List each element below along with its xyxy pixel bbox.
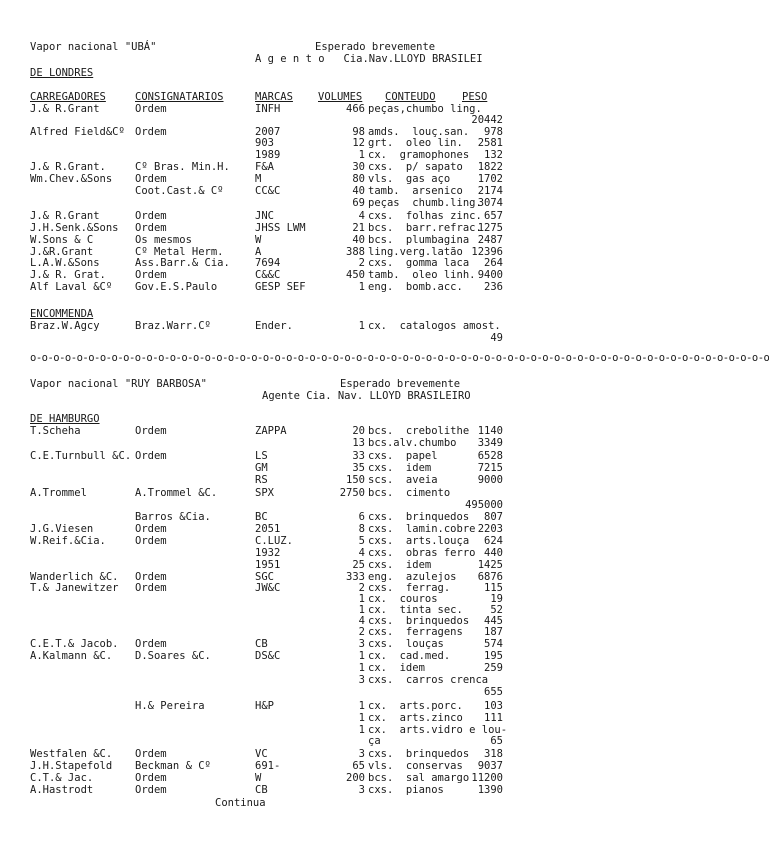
volume-qty-cell: 5 (358, 535, 365, 547)
consignee-cell: Ordem (135, 582, 167, 594)
mark-cell: 2007 (255, 126, 281, 138)
contents-cell: bcs. barr.refrac. (368, 222, 482, 234)
weight-cell: 6528 (477, 450, 503, 462)
consignee-cell: Ordem (135, 535, 167, 547)
volume-qty-cell: 200 (346, 772, 365, 784)
consignee-cell: Ordem (135, 523, 167, 535)
weight-cell: 195 (484, 650, 503, 662)
weight-cell: 2487 (477, 234, 503, 246)
weight-cell: 20442 (471, 114, 503, 126)
weight-cell: 3349 (477, 437, 503, 449)
weight-cell: 574 (484, 638, 503, 650)
table-row (0, 210, 556, 222)
mark-cell: C&&C (255, 269, 281, 281)
mark-cell: F&A (255, 161, 274, 173)
steamer-name-2: Vapor nacional "RUY BARBOSA" (30, 378, 208, 390)
table-row (0, 626, 556, 638)
consignee-cell: Ordem (135, 638, 167, 650)
shipper-cell: J.& R.Grant (30, 103, 100, 115)
mark-cell: Ender. (255, 320, 293, 332)
volume-qty-cell: 12 (352, 137, 365, 149)
contents-cell: cx. idem (368, 662, 425, 674)
shipper-cell: J.&R.Grant (30, 246, 94, 258)
mark-cell: 903 (255, 137, 274, 149)
table-row (0, 425, 556, 437)
contents-cell: amds. louç.san. (368, 126, 470, 138)
table-row (0, 712, 556, 724)
weight-cell: 1140 (477, 425, 503, 437)
volume-qty-cell: 35 (352, 462, 365, 474)
contents-cell: cxs. folhas zinc. (368, 210, 482, 222)
shipper-cell: T.& Janewitzer (30, 582, 119, 594)
weight-cell: 115 (484, 582, 503, 594)
mark-cell: VC (255, 748, 268, 760)
contents-cell: vls. conservas (368, 760, 463, 772)
mark-cell: 7694 (255, 257, 281, 269)
weight-cell: 259 (484, 662, 503, 674)
volume-qty-cell: 25 (352, 559, 365, 571)
table-row (0, 700, 556, 712)
weight-cell: 445 (484, 615, 503, 627)
mark-cell: DS&C (255, 650, 281, 662)
weight-cell: 318 (484, 748, 503, 760)
weight-cell: 440 (484, 547, 503, 559)
table-row (0, 185, 556, 197)
contents-cell: cxs. p/ sapato (368, 161, 463, 173)
table-row (0, 222, 556, 234)
contents-cell: tamb. arsenico (368, 185, 463, 197)
mark-cell: CB (255, 638, 268, 650)
weight-cell: 657 (484, 210, 503, 222)
contents-cell: bcs. sal amargo (368, 772, 470, 784)
weight-cell: 264 (484, 257, 503, 269)
table-row (0, 281, 556, 293)
mark-cell: JHSS LWM (255, 222, 306, 234)
contents-cell: peças,chumbo ling. (368, 103, 482, 115)
consignee-cell: Ordem (135, 269, 167, 281)
mark-cell: 2051 (255, 523, 281, 535)
mark-cell: C.LUZ. (255, 535, 293, 547)
table-row (0, 772, 556, 784)
table-row (0, 437, 556, 449)
mark-cell: RS (255, 474, 268, 486)
contents-cell: bcs. cimento (368, 487, 451, 499)
contents-cell: cxs. pianos (368, 784, 444, 796)
table-row (0, 686, 556, 698)
weight-cell: 2174 (477, 185, 503, 197)
contents-cell: cxs. lamin.cobre (368, 523, 476, 535)
mark-cell: A (255, 246, 262, 258)
contents-cell: cx. couros (368, 593, 438, 605)
table-row (0, 487, 556, 499)
shipper-cell: J.& R.Grant. (30, 161, 106, 173)
parcels-heading: ENCOMMENDA (30, 308, 94, 320)
mark-cell: CB (255, 784, 268, 796)
table-row (0, 760, 556, 772)
contents-cell: cxs. brinquedos (368, 511, 470, 523)
weight-cell: 2581 (477, 137, 503, 149)
volume-qty-cell: 1 (358, 712, 365, 724)
contents-cell: cx. arts.zinco (368, 712, 463, 724)
table-row (0, 137, 556, 149)
mark-cell: SGC (255, 571, 274, 583)
contents-cell: bcs.alv.chumbo (368, 437, 457, 449)
mark-cell: SPX (255, 487, 274, 499)
consignee-cell: A.Trommel &C. (135, 487, 218, 499)
table-row (0, 257, 556, 269)
mark-cell: CC&C (255, 185, 281, 197)
consignee-cell: Ordem (135, 210, 167, 222)
volume-qty-cell: 65 (352, 760, 365, 772)
table-row (0, 269, 556, 281)
weight-cell: 655 (484, 686, 503, 698)
contents-cell: cxs. idem (368, 462, 432, 474)
weight-cell: 1425 (477, 559, 503, 571)
table-row (0, 499, 556, 511)
weight-cell: 495000 (465, 499, 503, 511)
header-shipper: CARREGADORES (30, 91, 106, 103)
consignee-cell: Ordem (135, 571, 167, 583)
volume-qty-cell: 388 (346, 246, 365, 258)
consignee-cell: Beckman & Cº (135, 760, 211, 772)
weight-cell: 9000 (477, 474, 503, 486)
shipper-cell: A.Hastrodt (30, 784, 94, 796)
origin-heading: DE LONDRES (30, 67, 94, 79)
origin-heading-2: DE HAMBURGO (30, 413, 100, 425)
mark-cell: 1951 (255, 559, 281, 571)
table-row (0, 650, 556, 662)
consignee-cell: Ordem (135, 222, 167, 234)
table-row (0, 462, 556, 474)
volume-qty-cell: 1 (358, 149, 365, 161)
weight-cell: 978 (484, 126, 503, 138)
weight-cell: 1390 (477, 784, 503, 796)
mark-cell: H&P (255, 700, 274, 712)
mark-cell: JW&C (255, 582, 281, 594)
consignee-cell: H.& Pereira (135, 700, 205, 712)
consignee-cell: Coot.Cast.& Cº (135, 185, 224, 197)
mark-cell: W (255, 772, 262, 784)
expected-arrival-2: Esperado brevemente (340, 378, 461, 390)
table-row (0, 161, 556, 173)
table-row (0, 638, 556, 650)
contents-cell: cxs. obras ferro (368, 547, 476, 559)
table-row (0, 173, 556, 185)
weight-cell: 6876 (477, 571, 503, 583)
contents-cell: cxs. papel (368, 450, 438, 462)
table-row (0, 320, 556, 344)
volume-qty-cell: 466 (346, 103, 365, 115)
consignee-cell: Ordem (135, 103, 167, 115)
volume-qty-cell: 2750 (339, 487, 365, 499)
consignee-cell: Ass.Barr.& Cia. (135, 257, 230, 269)
weight-cell: 11200 (471, 772, 503, 784)
consignee-cell: Barros &Cia. (135, 511, 211, 523)
volume-qty-cell: 3 (358, 638, 365, 650)
table-row (0, 735, 556, 747)
volume-qty-cell: 1 (358, 320, 365, 332)
contents-cell: grt. oleo lin. (368, 137, 463, 149)
weight-cell: 807 (484, 511, 503, 523)
table-row (0, 535, 556, 547)
volume-qty-cell: 1 (358, 604, 365, 616)
weight-cell: 2203 (477, 523, 503, 535)
volume-qty-cell: 2 (358, 582, 365, 594)
column-headers (0, 91, 556, 103)
contents-cell: cxs. idem (368, 559, 432, 571)
weight-cell: 132 (484, 149, 503, 161)
mark-cell: 1989 (255, 149, 281, 161)
consignee-cell: Ordem (135, 425, 167, 437)
mark-cell: W (255, 234, 262, 246)
consignee-cell: Os mesmos (135, 234, 192, 246)
volume-qty-cell: 3 (358, 674, 365, 686)
volume-qty-cell: 150 (346, 474, 365, 486)
contents-cell: cxs. ferragens (368, 626, 463, 638)
weight-cell: 1702 (477, 173, 503, 185)
weight-cell: 7215 (477, 462, 503, 474)
mark-cell: GM (255, 462, 268, 474)
shipper-cell: Wm.Chev.&Sons (30, 173, 113, 185)
weight-cell: 65 (490, 735, 503, 747)
weight-cell: 187 (484, 626, 503, 638)
volume-qty-cell: 33 (352, 450, 365, 462)
contents-cell: cxs. arts.louça (368, 535, 470, 547)
mark-cell: M (255, 173, 262, 185)
shipper-cell: L.A.W.&Sons (30, 257, 100, 269)
volume-qty-cell: 1 (358, 281, 365, 293)
shipper-cell: J.& R.Grant (30, 210, 100, 222)
volume-qty-cell: 1 (358, 662, 365, 674)
volume-qty-cell: 21 (352, 222, 365, 234)
shipper-cell: Alf Laval &Cº (30, 281, 113, 293)
contents-cell: cxs. carros crenca (368, 674, 489, 686)
weight-cell: 236 (484, 281, 503, 293)
mark-cell: INFH (255, 103, 281, 115)
header-consignee: CONSIGNATARIOS (135, 91, 224, 103)
table-row (0, 197, 556, 209)
volume-qty-cell: 3 (358, 748, 365, 760)
shipper-cell: J.H.Senk.&Sons (30, 222, 119, 234)
consignee-cell: Gov.E.S.Paulo (135, 281, 218, 293)
table-row (0, 523, 556, 535)
table-row (0, 511, 556, 523)
table-row (0, 450, 556, 462)
shipper-cell: Alfred Field&Cº (30, 126, 125, 138)
contents-cell: cx. arts.porc. (368, 700, 463, 712)
consignee-cell: Cº Bras. Min.H. (135, 161, 230, 173)
volume-qty-cell: 69 (352, 197, 365, 209)
volume-qty-cell: 1 (358, 650, 365, 662)
volume-qty-cell: 4 (358, 615, 365, 627)
volume-qty-cell: 4 (358, 547, 365, 559)
volume-qty-cell: 80 (352, 173, 365, 185)
section-separator: o-o-o-o-o-o-o-o-o-o-o-o-o-o-o-o-o-o-o-o-o-o-o-o-o-o-o-o-o-o-o-o-o-o-o-o-o-o-o-o-o-o-o-o-o-o-o-o-o-o-o-o-o-o-o-o-o-o-o-o-o-o-o-o (30, 352, 769, 364)
table-row (0, 784, 556, 796)
volume-qty-cell: 40 (352, 234, 365, 246)
contents-cell: eng. bomb.acc. (368, 281, 463, 293)
volume-qty-cell: 98 (352, 126, 365, 138)
table-row (0, 474, 556, 486)
header-contents: CONTEUDO (385, 91, 436, 103)
shipper-cell: C.T.& Jac. (30, 772, 94, 784)
mark-cell: ZAPPA (255, 425, 287, 437)
mark-cell: GESP SEF (255, 281, 306, 293)
table-row (0, 114, 556, 126)
volume-qty-cell: 8 (358, 523, 365, 535)
consignee-cell: D.Soares &C. (135, 650, 211, 662)
table-row (0, 149, 556, 161)
contents-cell: cx. gramophones (368, 149, 470, 161)
contents-cell: cxs. gomma laca (368, 257, 470, 269)
weight-cell: 1822 (477, 161, 503, 173)
weight-cell: 9037 (477, 760, 503, 772)
header-volumes: VOLUMES (318, 91, 363, 103)
agent-line: A g e n t o Cia.Nav.LLOYD BRASILEI (255, 53, 483, 65)
consignee-cell: Braz.Warr.Cº (135, 320, 211, 332)
volume-qty-cell: 1 (358, 700, 365, 712)
weight-cell: 12396 (471, 246, 503, 258)
shipper-cell: W.Sons & C (30, 234, 94, 246)
consignee-cell: Ordem (135, 784, 167, 796)
table-row (0, 674, 556, 686)
shipper-cell: J.G.Viesen (30, 523, 94, 535)
shipper-cell: Braz.W.Agcy (30, 320, 100, 332)
weight-cell: 49 (490, 332, 503, 344)
contents-cell: cxs. louças (368, 638, 444, 650)
weight-cell: 1275 (477, 222, 503, 234)
shipper-cell: C.E.T.& Jacob. (30, 638, 119, 650)
steamer-name: Vapor nacional "UBÁ" (30, 41, 157, 53)
mark-cell: BC (255, 511, 268, 523)
mark-cell: JNC (255, 210, 274, 222)
weight-cell: 9400 (477, 269, 503, 281)
contents-cell: scs. aveia (368, 474, 438, 486)
contents-cell: cxs. brinquedos (368, 748, 470, 760)
volume-qty-cell: 30 (352, 161, 365, 173)
volume-qty-cell: 2 (358, 626, 365, 638)
weight-cell: 19 (490, 593, 503, 605)
mark-cell: 1932 (255, 547, 281, 559)
contents-cell: cx. tinta sec. (368, 604, 463, 616)
weight-cell: 624 (484, 535, 503, 547)
contents-cell: cx. catalogos amost. (368, 320, 501, 332)
weight-cell: 3074 (477, 197, 503, 209)
consignee-cell: Ordem (135, 772, 167, 784)
shipper-cell: A.Trommel (30, 487, 87, 499)
shipper-cell: W.Reif.&Cia. (30, 535, 106, 547)
contents-cell: ling.verg.latão (368, 246, 463, 258)
contents-cell: cx. arts.vidro e lou- (368, 724, 508, 736)
contents-cell: vls. gas aço (368, 173, 451, 185)
weight-cell: 111 (484, 712, 503, 724)
consignee-cell: Ordem (135, 450, 167, 462)
volume-qty-cell: 450 (346, 269, 365, 281)
shipper-cell: J.H.Stapefold (30, 760, 113, 772)
volume-qty-cell: 40 (352, 185, 365, 197)
header-weight: PESO (462, 91, 488, 103)
shipper-cell: J.& R. Grat. (30, 269, 106, 281)
table-row (0, 748, 556, 760)
volume-qty-cell: 3 (358, 784, 365, 796)
volume-qty-cell: 1 (358, 724, 365, 736)
shipper-cell: Wanderlich &C. (30, 571, 119, 583)
contents-cell: cx. cad.med. (368, 650, 451, 662)
footer-continua: Continua (215, 797, 266, 809)
contents-cell: bcs. plumbagina (368, 234, 470, 246)
agent-line-2: Agente Cia. Nav. LLOYD BRASILEIRO (262, 390, 471, 402)
contents-cell: ça (368, 735, 381, 747)
consignee-cell: Ordem (135, 748, 167, 760)
shipper-cell: C.E.Turnbull &C. (30, 450, 132, 462)
volume-qty-cell: 4 (358, 210, 365, 222)
table-row (0, 662, 556, 674)
weight-cell: 103 (484, 700, 503, 712)
volume-qty-cell: 6 (358, 511, 365, 523)
mark-cell: 691- (255, 760, 281, 772)
consignee-cell: Ordem (135, 126, 167, 138)
volume-qty-cell: 2 (358, 257, 365, 269)
header-marks: MARCAS (255, 91, 293, 103)
volume-qty-cell: 1 (358, 593, 365, 605)
expected-arrival: Esperado brevemente (315, 41, 436, 53)
shipper-cell: Westfalen &C. (30, 748, 113, 760)
table-row (0, 559, 556, 571)
shipper-cell: A.Kalmann &C. (30, 650, 113, 662)
volume-qty-cell: 13 (352, 437, 365, 449)
consignee-cell: Ordem (135, 173, 167, 185)
weight-cell: 52 (490, 604, 503, 616)
mark-cell: LS (255, 450, 268, 462)
contents-cell: peças chumb.ling. (368, 197, 482, 209)
table-row (0, 234, 556, 246)
contents-cell: cxs. ferrag. (368, 582, 451, 594)
contents-cell: bcs. crebolithe (368, 425, 470, 437)
table-row (0, 547, 556, 559)
consignee-cell: Cº Metal Herm. (135, 246, 224, 258)
volume-qty-cell: 333 (346, 571, 365, 583)
contents-cell: cxs. brinquedos (368, 615, 470, 627)
contents-cell: tamb. oleo linh. (368, 269, 476, 281)
contents-cell: eng. azulejos (368, 571, 457, 583)
shipper-cell: T.Scheha (30, 425, 81, 437)
volume-qty-cell: 20 (352, 425, 365, 437)
